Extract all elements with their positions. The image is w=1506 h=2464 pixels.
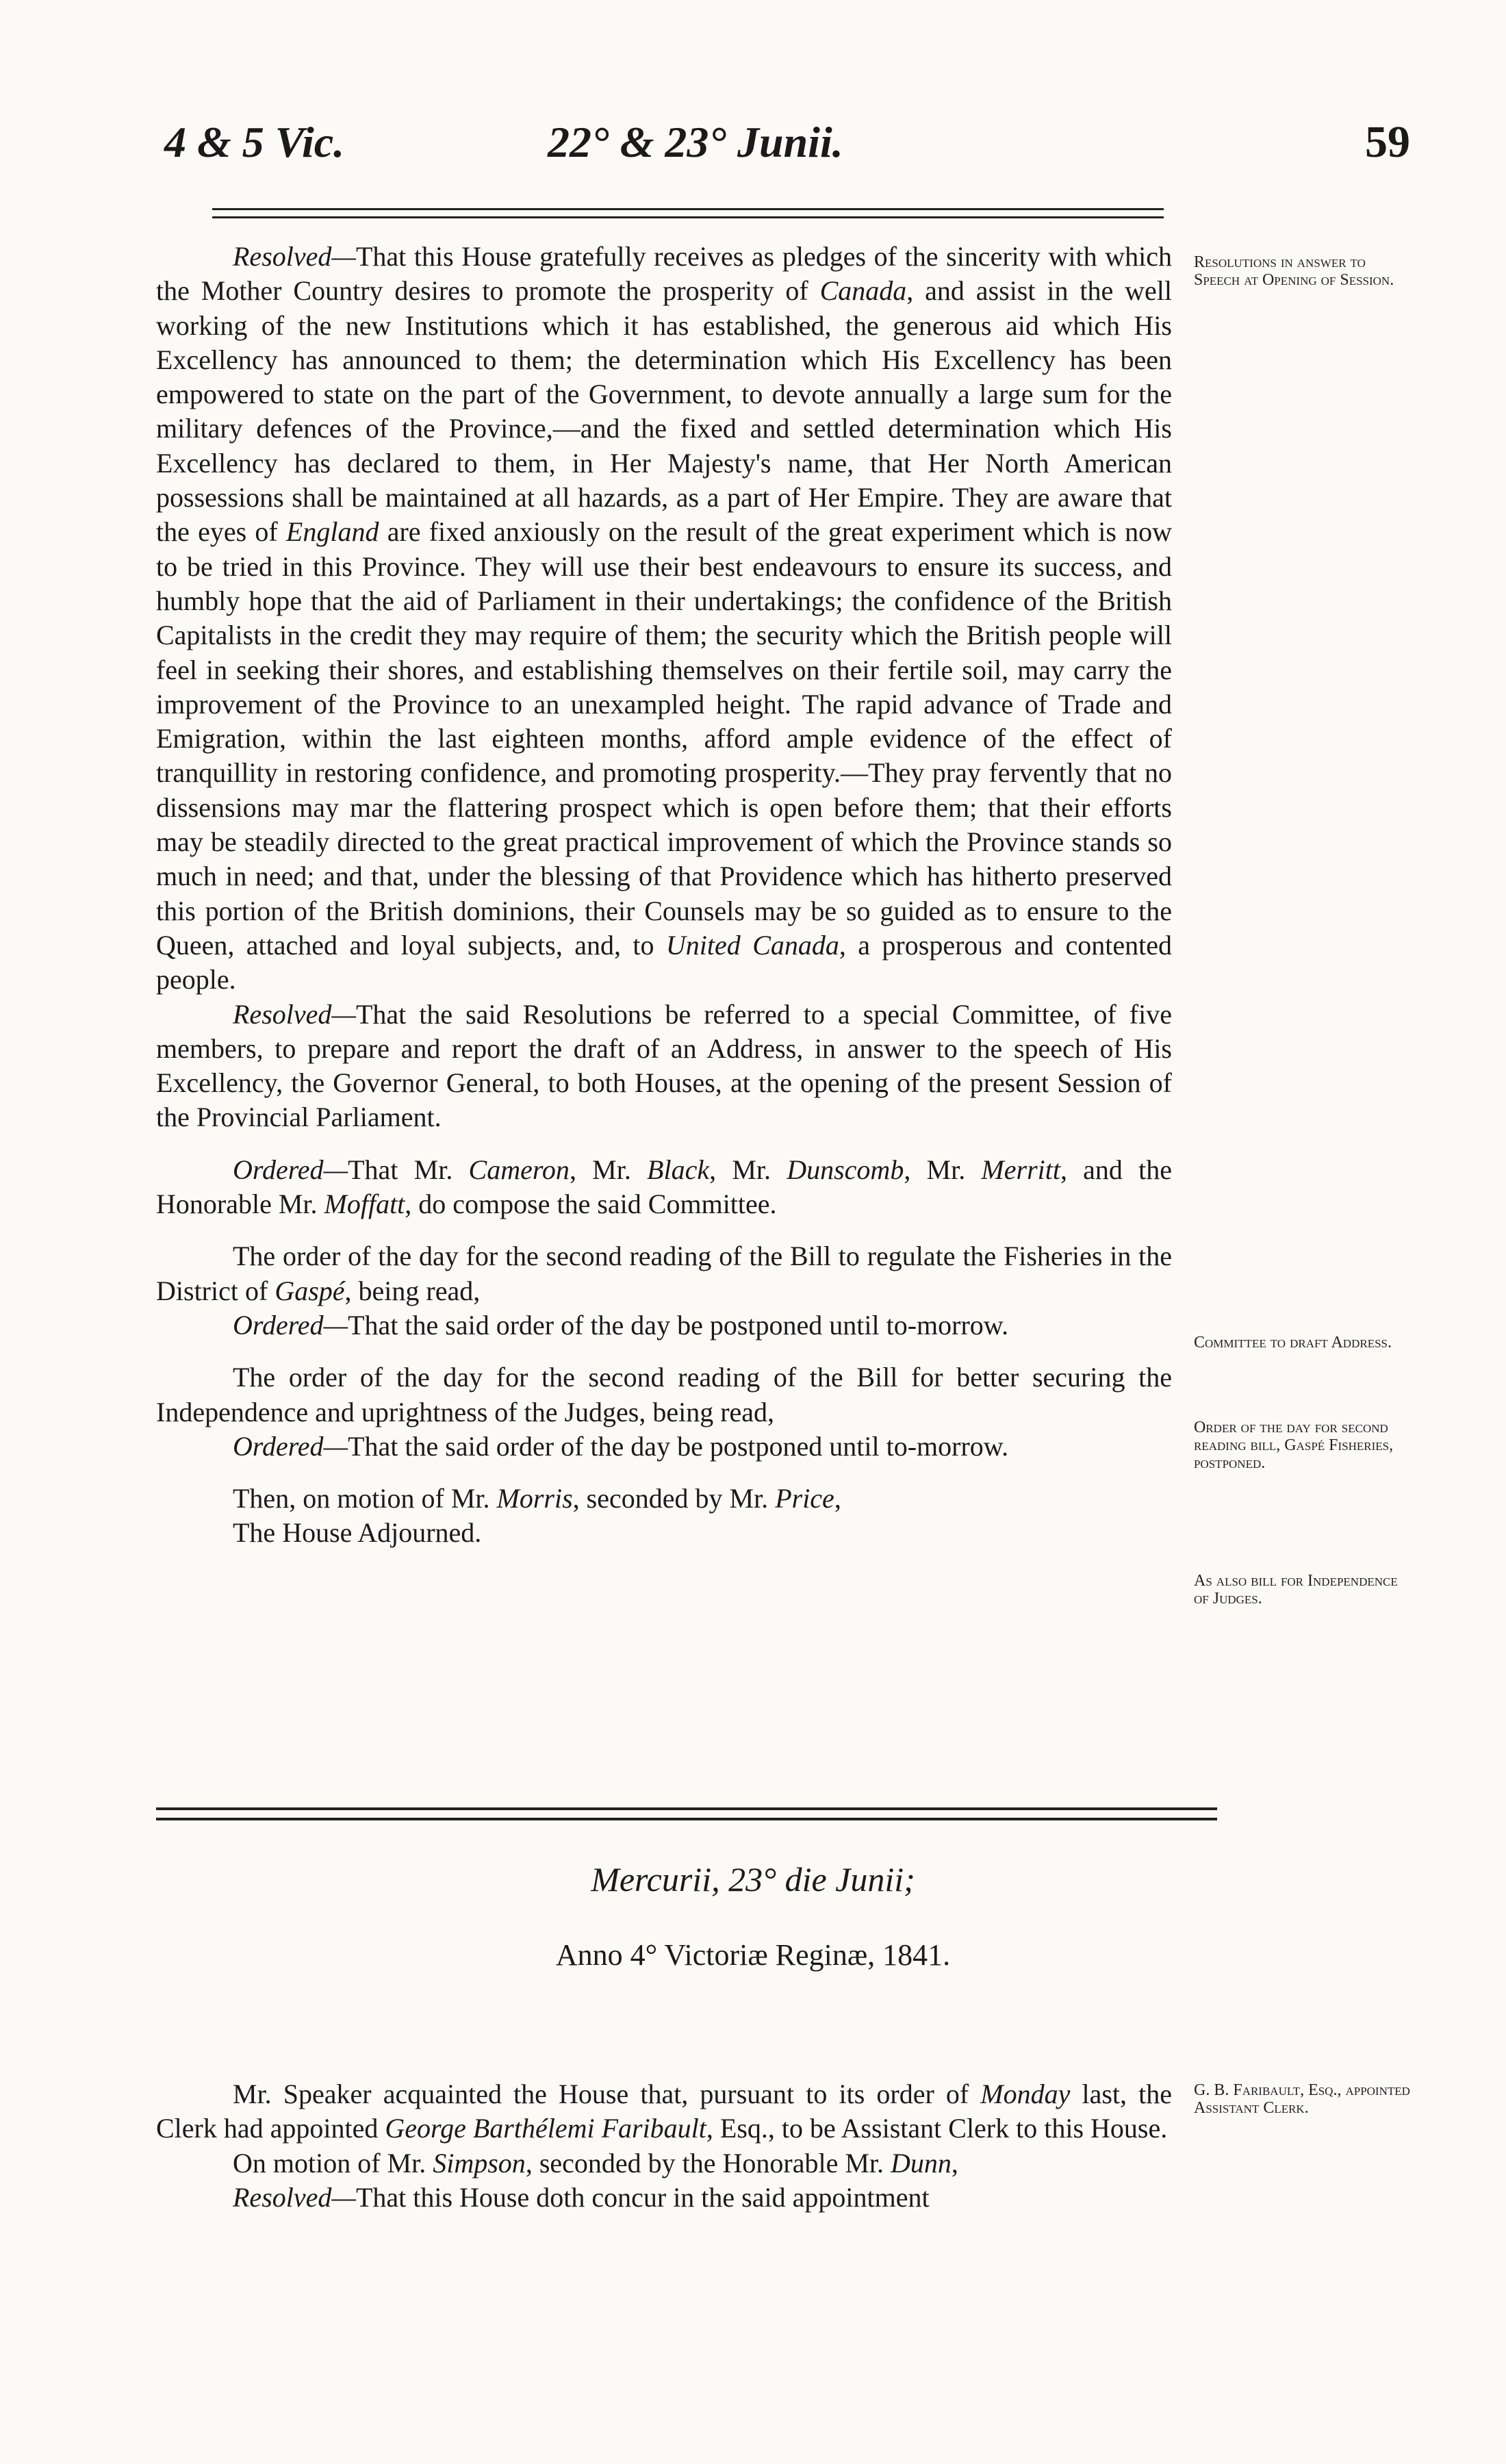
paragraph: Ordered—That the said order of the day be postponed until to-morrow.: [233, 1309, 1009, 1341]
paragraph: Mr. Speaker acquainted the House that, pursuant to its order of Monday last, the Clerk had appointed George Barthélemi Faribault, Esq., to be Assistant Clerk to this House.: [156, 2079, 1172, 2144]
header-regnal-year: 4 & 5 Vic.: [164, 118, 345, 166]
proceedings-text: [156, 2077, 1172, 2215]
running-head: [164, 115, 1410, 177]
margin-note: G. B. Faribault, Esq., appointed Assistant Clerk.: [1194, 2081, 1410, 2117]
margin-note: Resolutions in answer to Speech at Opening of Session.: [1194, 253, 1394, 289]
margin-note: Committee to draft Address.: [1194, 1334, 1392, 1351]
margin-note: As also bill for Independence of Judges.: [1194, 1572, 1398, 1608]
paragraph: Resolved—That the said Resolutions be referred to a special Committee, of five members, to prepare and report the draft of an Address, in answer to the speech of His Excellency, the Governor General, to both Houses, at the opening of the present Session of the Provincial Parliament.: [156, 998, 1172, 1133]
paragraph: Resolved—That this House gratefully receives as pledges of the sincerity with which the Mother Country desires to promote the prosperity of Canada, and assist in the well working of the new Institutions which it has established, the generous aid which His Excellency has announced to them; the determination which His Excellency has been empowered to state on the part of the Government, to devote annually a large sum for the military defences of the Province,—and the fixed and settled determination which His Excellency has declared to them, in Her Majesty's name, that Her North American possessions shall be maintained at all hazards, as a part of Her Empire. They are aware that the eyes of England are fixed anxiously on the result of the great experiment which is now to be tried in this Province. They will use their best endeavours to ensure its success, and humbly hope that the aid of Parliament in their undertakings; the confidence of the British Capitalists in the credit they may require of them; the security which the British people will feel in seeking their shores, and establishing themselves on their fertile soil, may carry the improvement of the Province to an unexampled height. The rapid advance of Trade and Emigration, within the last eighteen months, afford ample evidence of the effect of tranquillity in restoring confidence, and promoting prosperity.—They pray fervently that no dissensions may mar the flattering prospect which is open before them; that their efforts may be steadily directed to the great practical improvement of which the Province stands so much in need; and that, under the blessing of that Providence which has hitherto preserved this portion of the British dominions, their Counsels may be so guided as to ensure to the Queen, attached and loyal subjects, and, to United Canada, a prosperous and contented people.: [156, 241, 1173, 995]
section-rule: [156, 1807, 1217, 1820]
paragraph: The order of the day for the second reading of the Bill for better securing the Independence and uprightness of the Judges, being read,: [156, 1362, 1172, 1427]
paragraph: The House Adjourned.: [233, 1517, 482, 1549]
paragraph: Resolved—That this House doth concur in the said appointment: [233, 2181, 930, 2213]
paragraph: On motion of Mr. Simpson, seconded by the Honorable Mr. Dunn,: [233, 2147, 958, 2179]
paragraph: Then, on motion of Mr. Morris, seconded by Mr. Price,: [233, 1483, 841, 1514]
margin-note: Order of the day for second reading bill, Gaspé Fisheries, postponed.: [1194, 1419, 1394, 1472]
year-heading: Anno 4° Victoriæ Reginæ, 1841.: [555, 1938, 951, 1972]
paragraph: Ordered—That Mr. Cameron, Mr. Black, Mr. Dunscomb, Mr. Merritt, and the Honorable Mr. Moffatt, do compose the said Committee.: [156, 1154, 1173, 1220]
day-heading: Mercurii, 23° die Junii;: [591, 1860, 915, 1898]
header-rule: [212, 208, 1164, 218]
resolutions-text: [156, 240, 1172, 1551]
paragraph: The order of the day for the second reading of the Bill to regulate the Fisheries in the District of Gaspé, being read,: [156, 1241, 1172, 1306]
header-date: 22° & 23° Junii.: [548, 118, 843, 166]
page-number: 59: [1365, 117, 1410, 167]
paragraph: Ordered—That the said order of the day be postponed until to-morrow.: [233, 1430, 1009, 1462]
